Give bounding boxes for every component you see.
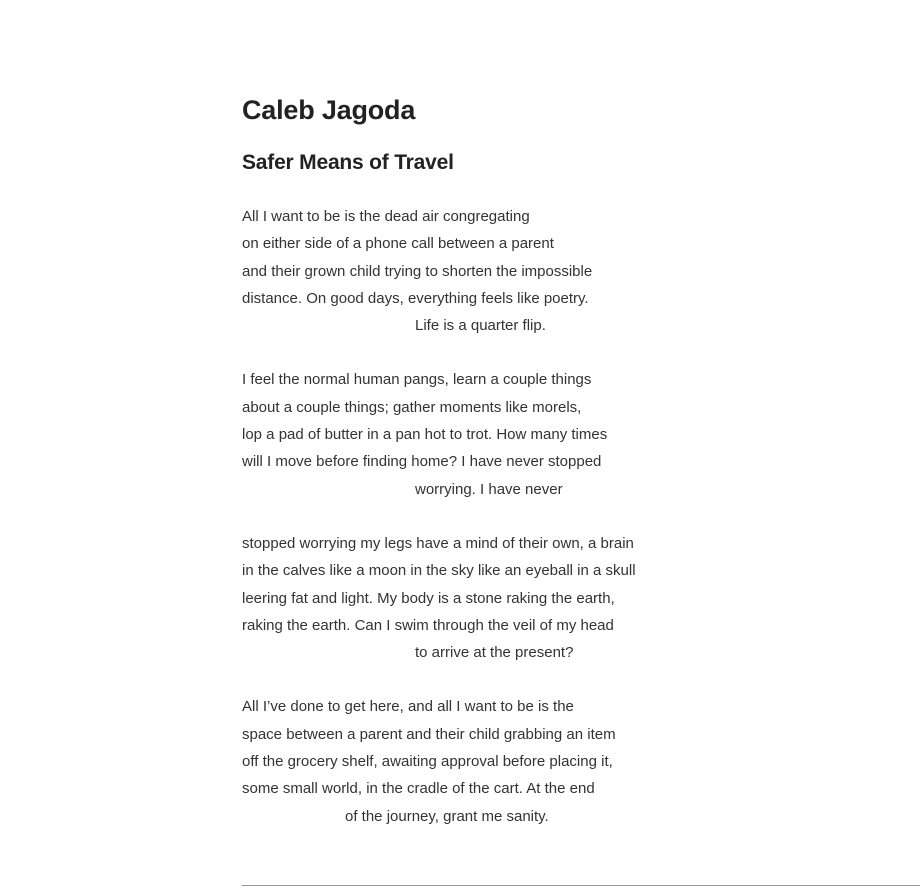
stanza-1 [242, 203, 902, 339]
poem-line: and their grown child trying to shorten the impossible [242, 262, 593, 280]
poem-line: raking the earth. Can I swim through the veil of my head [242, 616, 614, 634]
poem-line: in the calves like a moon in the sky like an eyeball in a skull [242, 562, 636, 580]
stanza-2 [242, 366, 902, 502]
poem-line: leering fat and light. My body is a stone raking the earth, [242, 589, 615, 607]
poem-line: on either side of a phone call between a parent [242, 235, 554, 253]
stanza-4 [242, 693, 902, 829]
poem-line: All I’ve done to get here, and all I want to be is the [242, 698, 574, 716]
poem-line-indented: worrying. I have never [415, 480, 563, 498]
poem-line: will I move before finding home? I have never stopped [242, 453, 602, 471]
poem-title: Safer Means of Travel [242, 151, 454, 174]
poem-line-indented: Life is a quarter flip. [415, 317, 546, 335]
poem-line-indented: of the journey, grant me sanity. [345, 807, 549, 825]
poem-line: distance. On good days, everything feels like poetry. [242, 289, 589, 307]
poem-body [242, 203, 902, 830]
section-divider [242, 885, 920, 886]
poem-line: about a couple things; gather moments like morels, [242, 398, 582, 416]
poem-line: some small world, in the cradle of the cart. At the end [242, 780, 595, 798]
poem-line-indented: to arrive at the present? [415, 644, 574, 662]
poem-line: space between a parent and their child grabbing an item [242, 725, 616, 743]
poem-article [242, 92, 902, 857]
poem-line: off the grocery shelf, awaiting approval before placing it, [242, 753, 613, 771]
poem-line: All I want to be is the dead air congregating [242, 208, 530, 225]
stanza-3 [242, 530, 902, 666]
poem-line: lop a pad of butter in a pan hot to trot. How many times [242, 426, 608, 444]
poem-line: I feel the normal human pangs, learn a couple things [242, 371, 592, 389]
poem-line: stopped worrying my legs have a mind of their own, a brain [242, 534, 634, 552]
author-name: Caleb Jagoda [242, 95, 416, 125]
